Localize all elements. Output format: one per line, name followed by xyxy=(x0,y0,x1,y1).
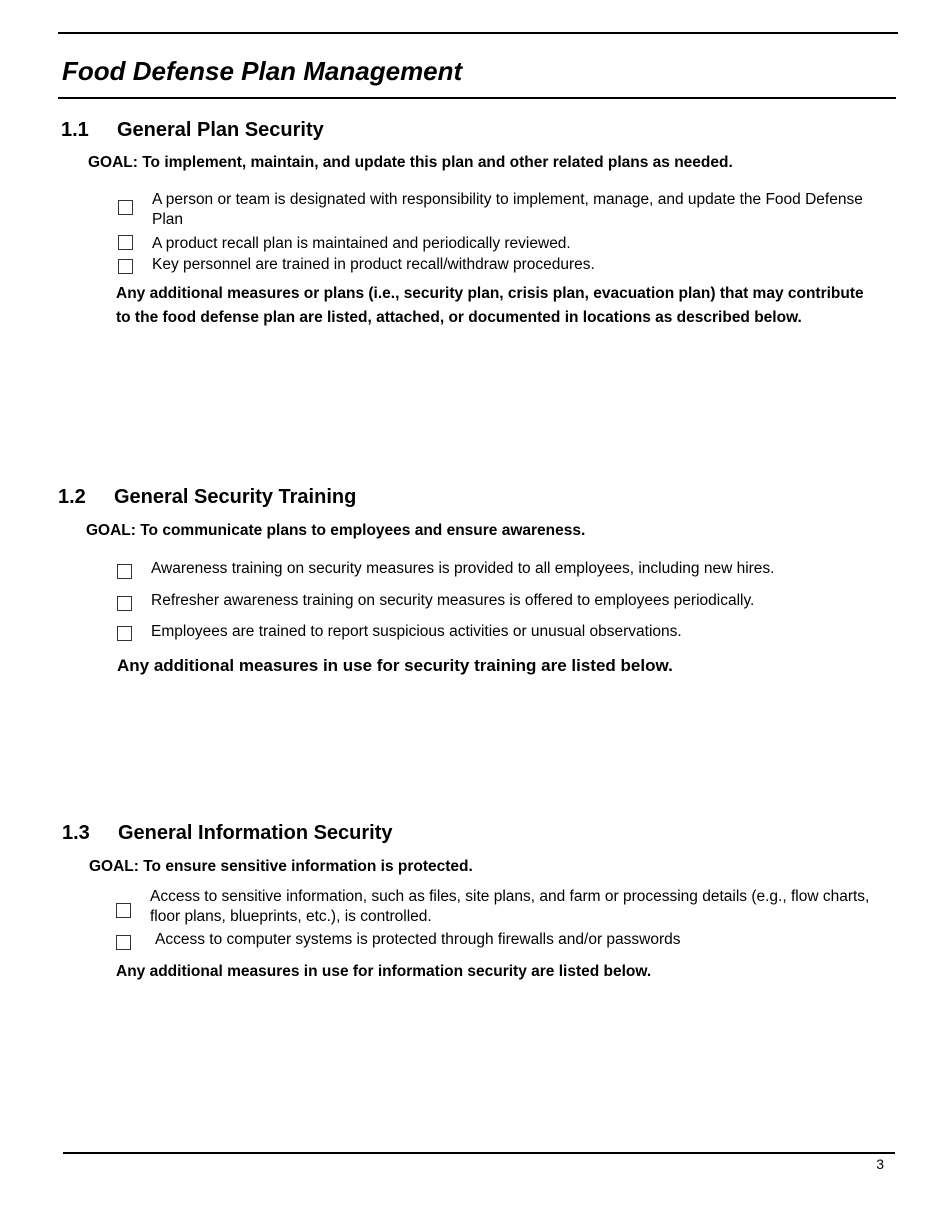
page-title: Food Defense Plan Management xyxy=(62,56,463,86)
section-title: General Plan Security xyxy=(117,119,324,141)
checkbox[interactable] xyxy=(117,564,132,579)
title-rule xyxy=(58,97,896,99)
checklist-item: Refresher awareness training on security measures is offered to employees periodically. xyxy=(151,592,755,609)
checkbox[interactable] xyxy=(116,935,131,950)
checklist-item: Employees are trained to report suspicious activities or unusual observations. xyxy=(151,623,682,640)
page-number: 3 xyxy=(876,1156,884,1172)
section-1-2-additional-measures: Any additional measures in use for security training are listed below. xyxy=(117,656,673,675)
section-1-1-goal: GOAL: To implement, maintain, and update this plan and other related plans as needed. xyxy=(88,154,733,171)
section-1-3-additional-measures: Any additional measures in use for information security are listed below. xyxy=(116,963,652,980)
checklist-item: Access to computer systems is protected through firewalls and/or passwords xyxy=(155,931,681,948)
checklist-item: Key personnel are trained in product recall/withdraw procedures. xyxy=(152,256,595,273)
top-rule xyxy=(58,32,898,34)
checkbox[interactable] xyxy=(118,235,133,250)
section-number: 1.1 xyxy=(61,119,89,141)
checkbox[interactable] xyxy=(117,596,132,611)
checklist-item: Awareness training on security measures is provided to all employees, including new hires. xyxy=(151,560,775,577)
section-1-2-goal: GOAL: To communicate plans to employees and ensure awareness. xyxy=(86,522,586,539)
section-number: 1.3 xyxy=(62,822,90,844)
section-title: General Security Training xyxy=(114,486,357,508)
section-1-1-additional-measures: Any additional measures or plans (i.e., security plan, crisis plan, evacuation plan) that may contribute to the food defense plan are listed, attached, or documented in locations as described below. xyxy=(116,285,864,326)
section-number: 1.2 xyxy=(58,486,86,508)
section-1-1-heading xyxy=(61,119,324,142)
checklist-item: A person or team is designated with responsibility to implement, manage, and update the Food Defense Plan xyxy=(152,191,863,228)
section-title: General Information Security xyxy=(118,822,393,844)
checkbox[interactable] xyxy=(117,626,132,641)
checkbox[interactable] xyxy=(118,259,133,274)
section-1-2-heading xyxy=(58,486,356,509)
checklist-item: A product recall plan is maintained and periodically reviewed. xyxy=(152,235,571,252)
checkbox[interactable] xyxy=(118,200,133,215)
footer-rule xyxy=(63,1152,895,1154)
checkbox[interactable] xyxy=(116,903,131,918)
checklist-item: Access to sensitive information, such as files, site plans, and farm or processing details (e.g., flow charts, floor plans, blueprints, etc.), is controlled. xyxy=(150,888,870,925)
section-1-3-heading xyxy=(62,822,393,845)
section-1-3-goal: GOAL: To ensure sensitive information is protected. xyxy=(89,858,473,875)
